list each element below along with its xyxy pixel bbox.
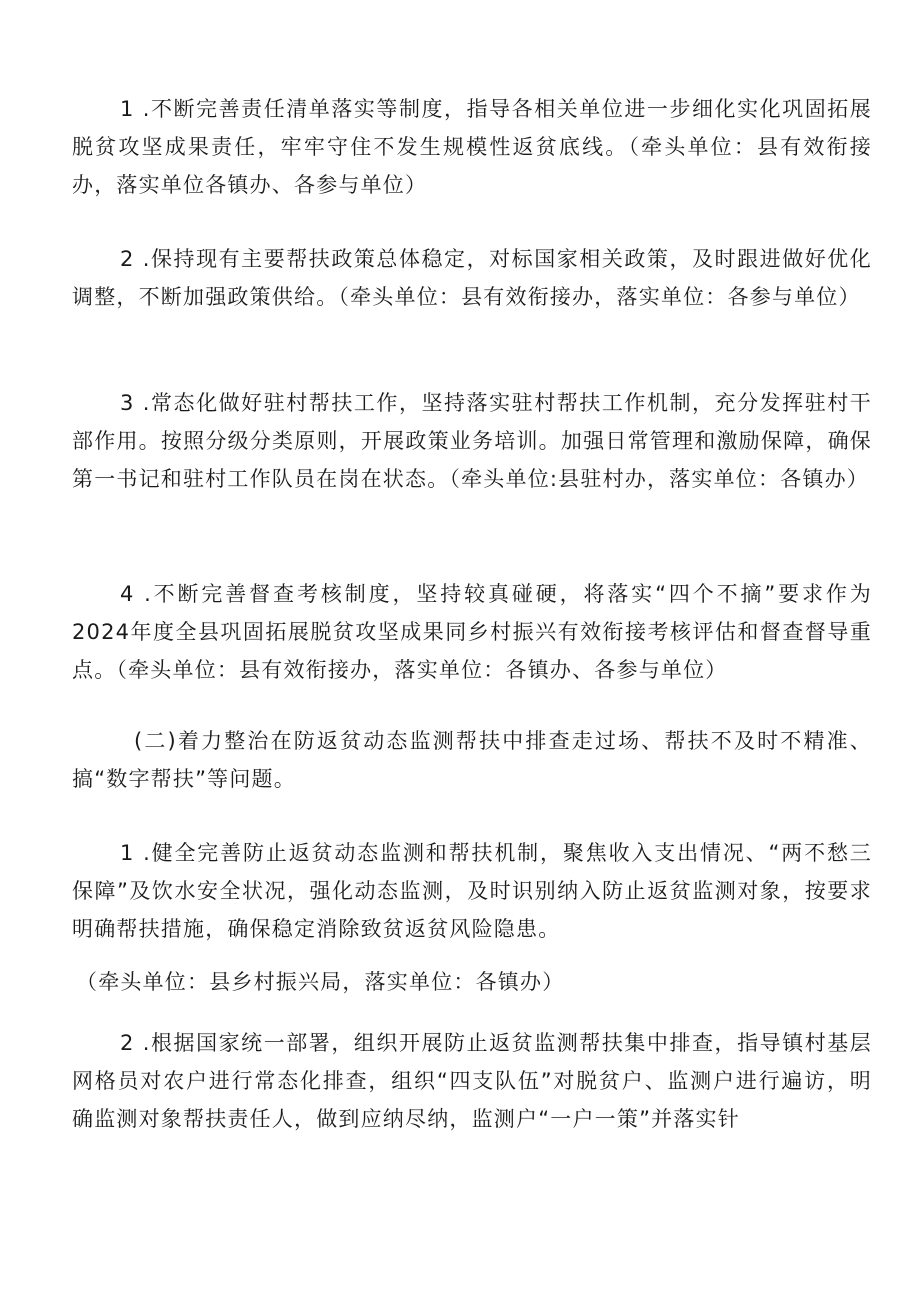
section-heading-2: (二)着力整治在防返贫动态监测帮扶中排查走过场、帮扶不及时不精准、搞“数字帮扶”等问题。	[72, 729, 872, 791]
paragraph-4: 4 .不断完善督查考核制度，坚持较真碰硬，将落实“四个不摘”要求作为2024年度全县巩固拓展脱贫攻坚成果同乡村振兴有效衔接考核评估和督查督导重点。（牵头单位：县有效衔接办，落实单位：各镇办、各参与单位）	[72, 582, 872, 682]
paragraph-6: 2 .根据国家统一部署，组织开展防止返贫监测帮扶集中排查，指导镇村基层网格员对农户进行常态化排查，组织“四支队伍”对脱贫户、监测户进行遍访，明确监测对象帮扶责任人，做到应纳尽纳，监测户“一户一策”并落实针	[72, 1031, 872, 1131]
paragraph-3: 3 .常态化做好驻村帮扶工作，坚持落实驻村帮扶工作机制，充分发挥驻村干部作用。按照分级分类原则，开展政策业务培训。加强日常管理和激励保障，确保第一书记和驻村工作队员在岗在状态。（牵头单位:县驻村办，落实单位：各镇办）	[72, 391, 872, 491]
paragraph-5-note: （牵头单位：县乡村振兴局，落实单位：各镇办）	[76, 970, 565, 994]
paragraph-2: 2 .保持现有主要帮扶政策总体稳定，对标国家相关政策，及时跟进做好优化调整，不断加强政策供给。（牵头单位：县有效衔接办，落实单位：各参与单位）	[72, 247, 872, 309]
paragraph-5: 1 .健全完善防止返贫动态监测和帮扶机制，聚焦收入支出情况、“两不愁三保障”及饮水安全状况，强化动态监测，及时识别纳入防止返贫监测对象，按要求明确帮扶措施，确保稳定消除致贫返贫风险隐患。	[72, 841, 872, 941]
paragraph-1: 1 .不断完善责任清单落实等制度，指导各相关单位进一步细化实化巩固拓展脱贫攻坚成果责任，牢牢守住不发生规模性返贫底线。（牵头单位：县有效衔接办，落实单位各镇办、各参与单位）	[72, 97, 872, 197]
